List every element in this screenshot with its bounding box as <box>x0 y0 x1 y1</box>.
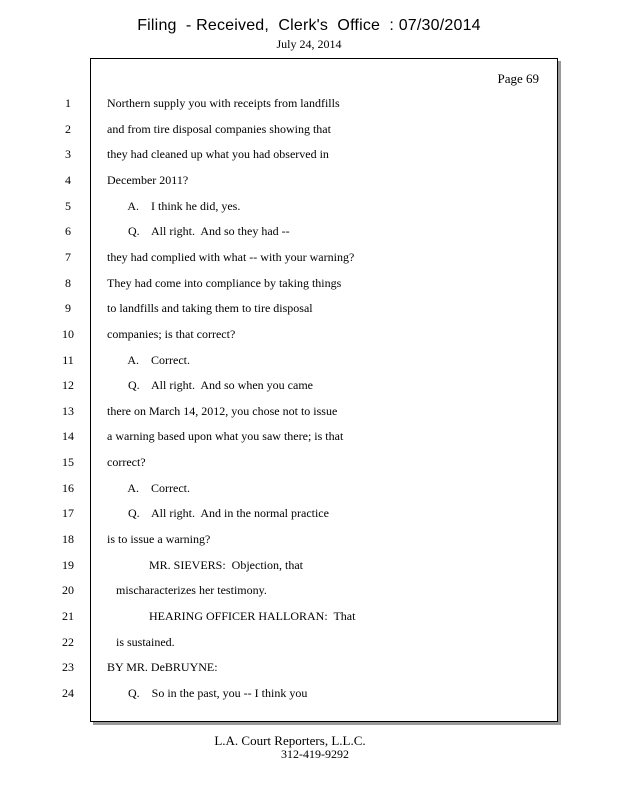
line-text: they had cleaned up what you had observed in <box>107 147 329 161</box>
line-number: 11 <box>62 353 74 367</box>
line-text: BY MR. DeBRUYNE: <box>107 660 218 674</box>
line-number: 19 <box>62 558 74 572</box>
line-text: MR. SIEVERS: Objection, that <box>107 558 303 572</box>
line-text: they had complied with what -- with your warning? <box>107 250 355 264</box>
line-text: A. I think he did, yes. <box>107 199 241 213</box>
line-number: 13 <box>62 404 74 418</box>
line-number: 5 <box>65 199 71 213</box>
line-number: 20 <box>62 583 74 597</box>
line-number: 16 <box>62 481 74 495</box>
line-number: 22 <box>62 635 74 649</box>
footer-company: L.A. Court Reporters, L.L.C. <box>214 733 366 748</box>
line-text: A. Correct. <box>107 481 190 495</box>
line-number: 12 <box>62 378 74 392</box>
line-number: 21 <box>62 609 74 623</box>
filing-header: Filing - Received, Clerk's Office : 07/30/2014 <box>137 17 481 34</box>
line-number: 15 <box>62 455 74 469</box>
line-text: mischaracterizes her testimony. <box>107 583 267 597</box>
line-text: is sustained. <box>107 635 175 649</box>
line-text: Q. All right. And so when you came <box>107 378 313 392</box>
line-text: there on March 14, 2012, you chose not to issue <box>107 404 338 418</box>
line-number: 1 <box>65 96 71 110</box>
line-text: HEARING OFFICER HALLORAN: That <box>107 609 356 623</box>
footer-phone: 312-419-9292 <box>281 747 349 761</box>
line-number: 9 <box>65 301 71 315</box>
line-text: correct? <box>107 455 146 469</box>
line-number: 2 <box>65 122 71 136</box>
line-number: 3 <box>65 147 71 161</box>
line-text: They had come into compliance by taking things <box>107 276 342 290</box>
line-number: 6 <box>65 224 71 238</box>
line-text: December 2011? <box>107 173 189 187</box>
line-number: 18 <box>62 532 74 546</box>
line-text: A. Correct. <box>107 353 190 367</box>
line-text: Northern supply you with receipts from landfills <box>107 96 340 110</box>
line-number: 4 <box>65 173 71 187</box>
line-text: to landfills and taking them to tire disposal <box>107 301 313 315</box>
line-number: 14 <box>62 429 74 443</box>
transcript-date: July 24, 2014 <box>276 37 342 51</box>
line-number: 7 <box>65 250 71 264</box>
line-text: a warning based upon what you saw there; is that <box>107 429 344 443</box>
line-text: Q. So in the past, you -- I think you <box>107 686 308 700</box>
page-number: Page 69 <box>497 71 539 86</box>
line-text: is to issue a warning? <box>107 532 211 546</box>
line-number: 10 <box>62 327 74 341</box>
line-text: companies; is that correct? <box>107 327 236 341</box>
line-text: Q. All right. And in the normal practice <box>107 506 329 520</box>
line-text: and from tire disposal companies showing that <box>107 122 331 136</box>
line-number: 8 <box>65 276 71 290</box>
line-number: 17 <box>62 506 74 520</box>
line-text: Q. All right. And so they had -- <box>107 224 290 238</box>
line-number: 24 <box>62 686 74 700</box>
line-number: 23 <box>62 660 74 674</box>
